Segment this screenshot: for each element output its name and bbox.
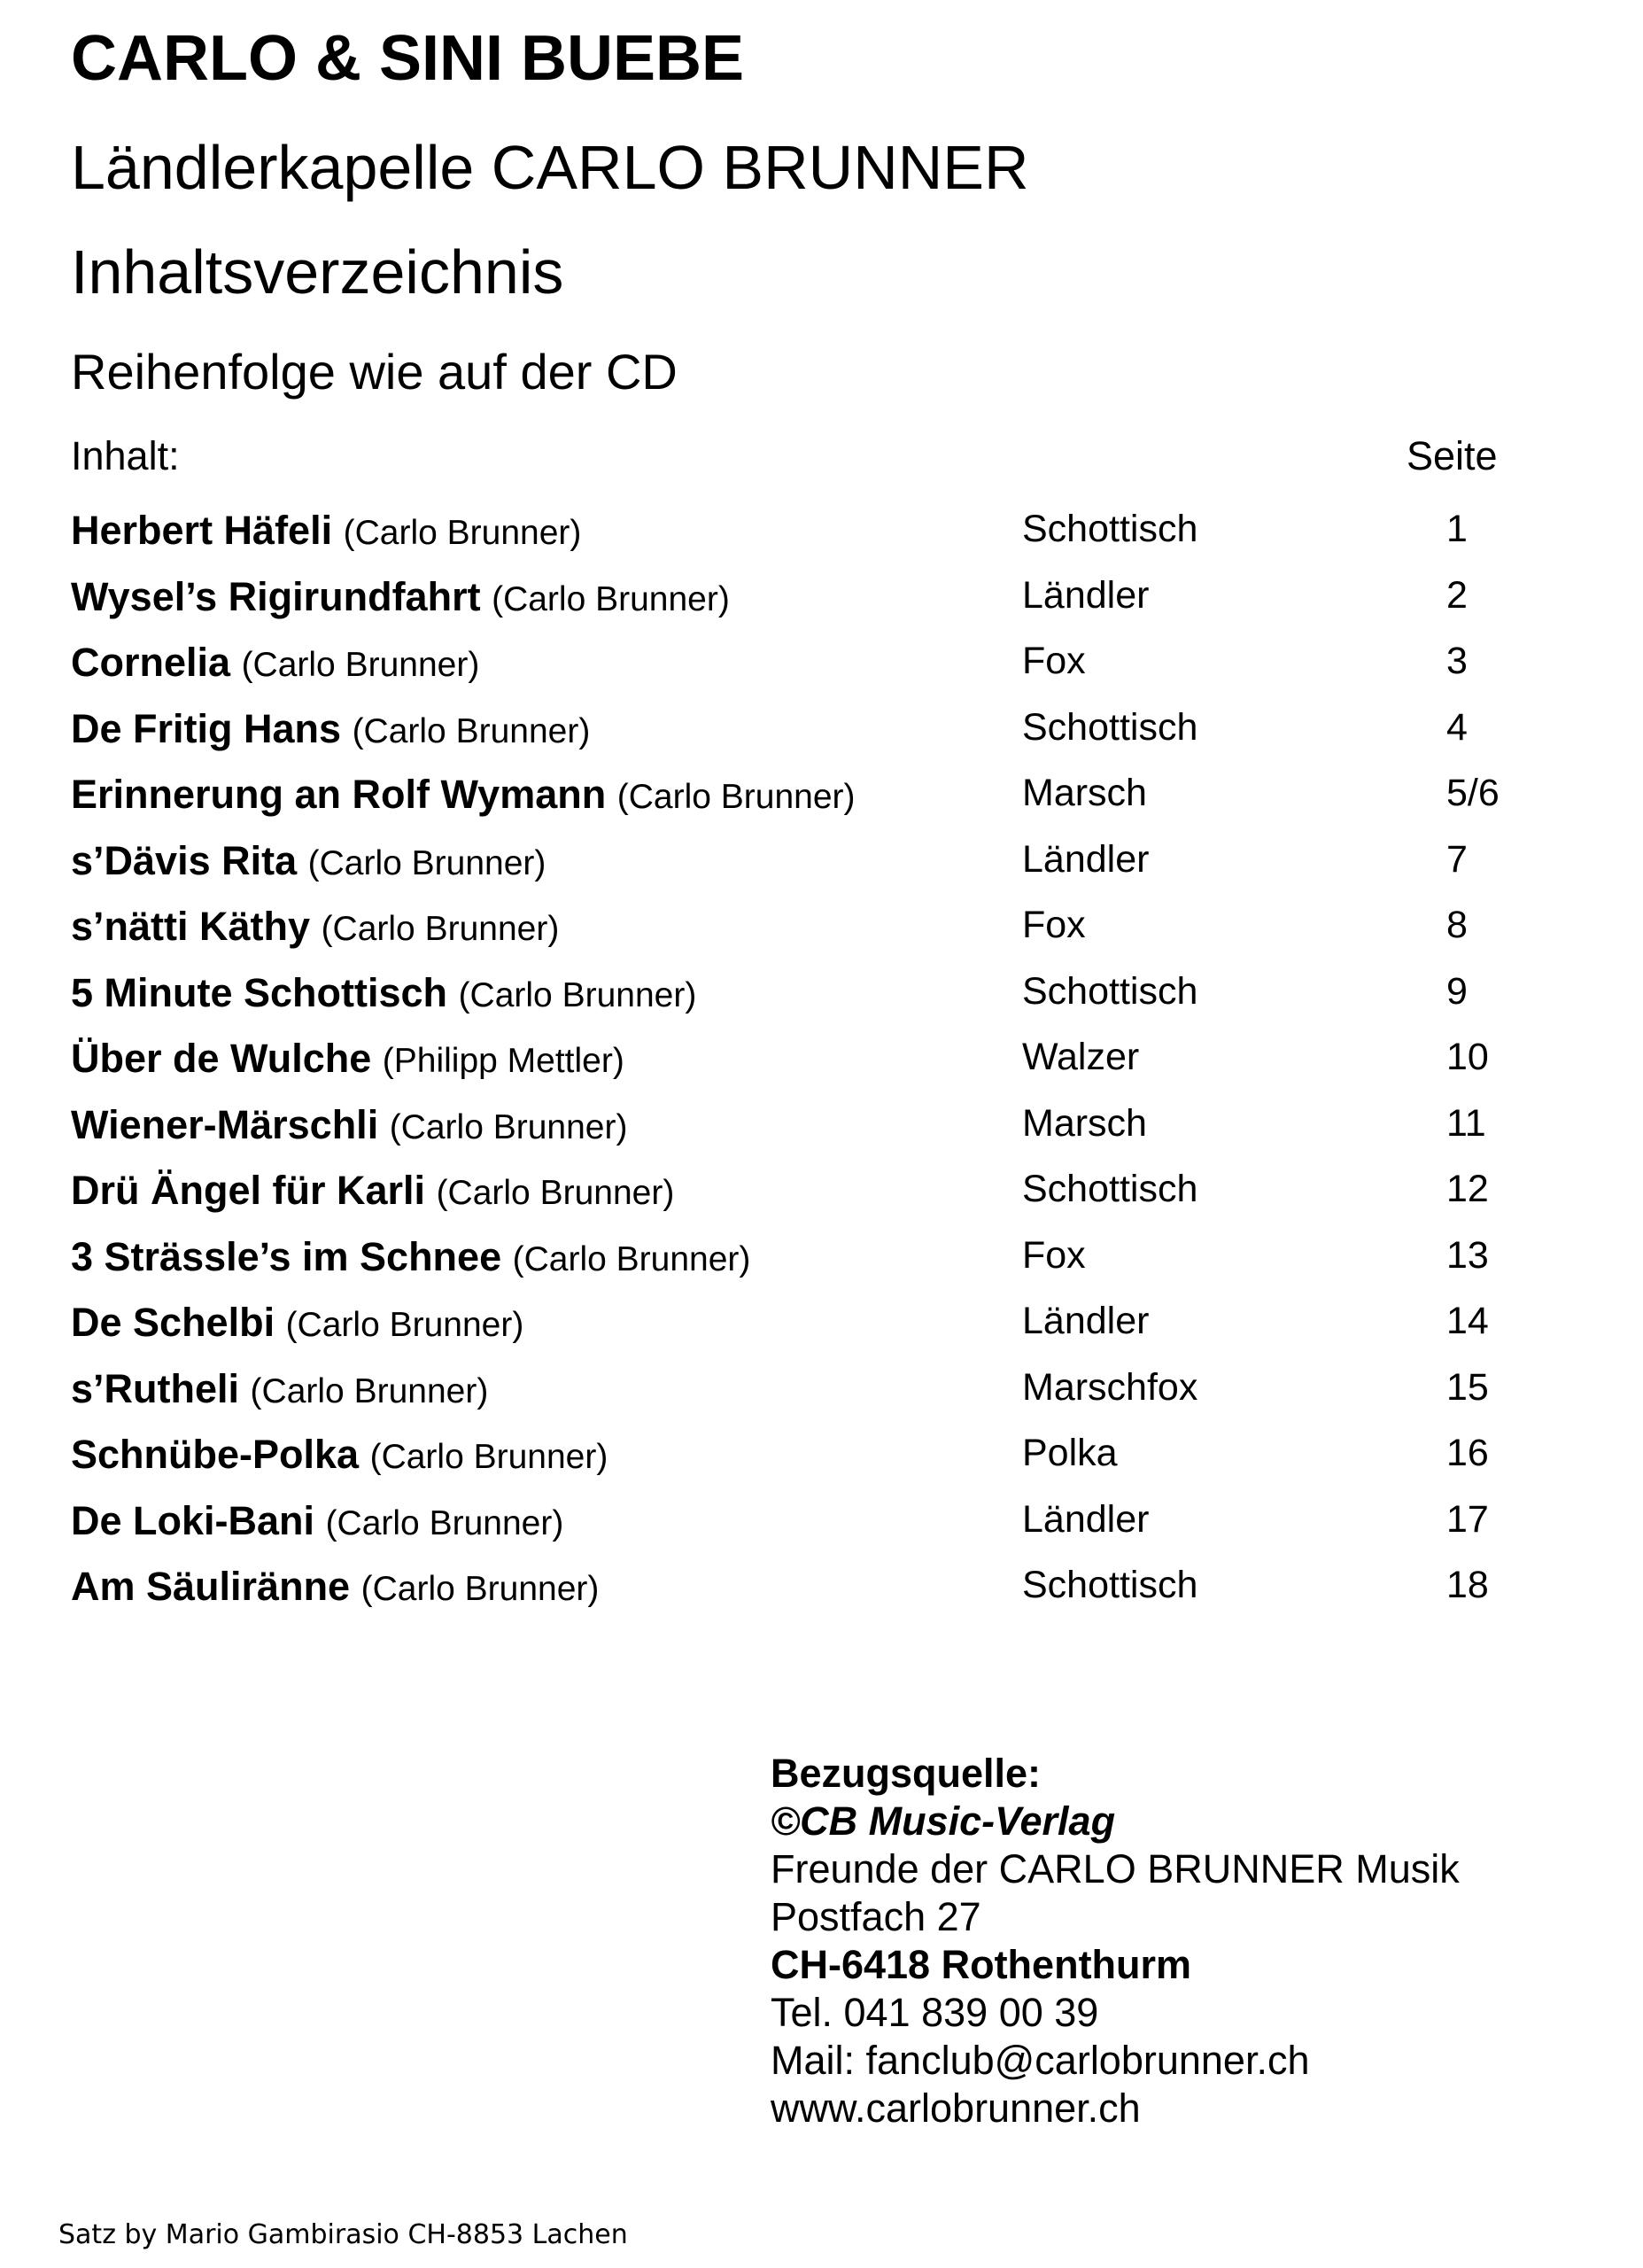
song-title <box>71 969 697 1015</box>
song-genre: Fox <box>1022 1233 1086 1277</box>
song-page: 14 <box>1446 1300 1489 1342</box>
organization-name: Freunde der CARLO BRUNNER Musik <box>771 1846 1460 1891</box>
toc-row <box>71 702 1594 768</box>
song-title-text: De Fritig Hans <box>71 705 342 751</box>
song-page: 8 <box>1446 904 1468 946</box>
song-title <box>71 1300 524 1345</box>
source-label: Bezugsquelle: <box>771 1751 1042 1796</box>
song-page: 13 <box>1446 1233 1489 1277</box>
song-title <box>71 705 591 751</box>
song-title-text: s’nätti Käthy <box>71 904 311 949</box>
order-note: Reihenfolge wie auf der CD <box>71 344 678 400</box>
song-page: 12 <box>1446 1168 1489 1210</box>
toc-row <box>71 899 1594 966</box>
song-title <box>71 1036 624 1081</box>
song-title-text: Schnübe-Polka <box>71 1432 360 1477</box>
postal-city: CH-6418 Rothenthurm <box>771 1942 1192 1987</box>
song-page: 4 <box>1446 705 1468 749</box>
song-genre: Schottisch <box>1022 969 1198 1013</box>
song-composer: (Carlo Brunner) <box>389 1107 628 1146</box>
song-title-text: 5 Minute Schottisch <box>71 969 448 1015</box>
song-page: 11 <box>1446 1101 1486 1145</box>
song-composer: (Carlo Brunner) <box>241 646 480 684</box>
toc-row <box>71 834 1594 900</box>
song-title-text: 3 Strässle’s im Schnee <box>71 1233 502 1279</box>
song-composer: (Carlo Brunner) <box>321 910 560 948</box>
song-title-text: De Schelbi <box>71 1300 275 1345</box>
song-composer: (Carlo Brunner) <box>307 843 546 882</box>
song-title-text: Wysel’s Rigirundfahrt <box>71 573 481 619</box>
song-page: 1 <box>1446 508 1468 550</box>
source-address-block <box>771 1750 1460 2132</box>
song-composer: (Carlo Brunner) <box>360 1570 600 1608</box>
song-composer: (Carlo Brunner) <box>369 1438 608 1476</box>
toc-row <box>71 1098 1594 1164</box>
song-title <box>71 772 856 817</box>
song-composer: (Carlo Brunner) <box>436 1174 675 1212</box>
song-title-text: Wiener-Märschli <box>71 1101 379 1147</box>
song-title <box>71 508 582 553</box>
song-genre: Schottisch <box>1022 1168 1198 1210</box>
toc-row <box>71 635 1594 702</box>
song-genre: Schottisch <box>1022 508 1198 550</box>
song-title <box>71 1101 628 1147</box>
song-title <box>71 573 730 619</box>
toc-row <box>71 1163 1594 1230</box>
song-title <box>71 1365 489 1411</box>
song-composer: (Carlo Brunner) <box>512 1239 751 1278</box>
song-composer: (Philipp Mettler) <box>382 1042 624 1080</box>
song-genre: Ländler <box>1022 1497 1150 1541</box>
song-genre: Walzer <box>1022 1036 1140 1078</box>
song-page: 18 <box>1446 1564 1489 1606</box>
song-title-text: De Loki-Bani <box>71 1497 315 1543</box>
song-page: 5/6 <box>1446 772 1500 814</box>
column-header-contents: Inhalt: <box>71 433 180 478</box>
toc-row <box>71 1362 1594 1428</box>
song-genre: Fox <box>1022 904 1086 946</box>
song-title <box>71 1168 675 1213</box>
toc-row <box>71 503 1594 570</box>
song-page: 16 <box>1446 1432 1489 1474</box>
song-composer: (Carlo Brunner) <box>458 975 697 1014</box>
toc-row <box>71 570 1594 636</box>
po-box: Postfach 27 <box>771 1894 981 1939</box>
song-page: 10 <box>1446 1036 1489 1078</box>
song-title-text: Über de Wulche <box>71 1036 372 1081</box>
song-title-text: Cornelia <box>71 640 231 685</box>
song-page: 3 <box>1446 640 1468 682</box>
song-genre: Ländler <box>1022 837 1150 881</box>
toc-row <box>71 767 1594 834</box>
song-page: 2 <box>1446 573 1468 617</box>
toc-row <box>71 1031 1594 1098</box>
song-title-text: Herbert Häfeli <box>71 508 333 553</box>
song-title <box>71 640 480 685</box>
mail-address: Mail: fanclub@carlobrunner.ch <box>771 2038 1310 2083</box>
song-title <box>71 904 560 949</box>
song-genre: Ländler <box>1022 573 1150 617</box>
song-genre: Marschfox <box>1022 1365 1198 1409</box>
toc-heading: Inhaltsverzeichnis <box>71 237 564 307</box>
toc-row <box>71 1559 1594 1626</box>
column-header-page: Seite <box>1407 433 1498 478</box>
song-composer: (Carlo Brunner) <box>325 1503 564 1542</box>
song-genre: Marsch <box>1022 772 1147 814</box>
table-of-contents <box>71 503 1594 1626</box>
band-name: Ländlerkapelle CARLO BRUNNER <box>71 133 1029 202</box>
song-title <box>71 1564 600 1609</box>
song-genre: Schottisch <box>1022 1564 1198 1606</box>
toc-row <box>71 1230 1594 1296</box>
website: www.carlobrunner.ch <box>771 2085 1141 2131</box>
song-page: 15 <box>1446 1365 1489 1409</box>
song-title-text: Drü Ängel für Karli <box>71 1168 426 1213</box>
song-page: 17 <box>1446 1497 1489 1541</box>
song-title <box>71 837 546 883</box>
phone-number: Tel. 041 839 00 39 <box>771 1990 1099 2035</box>
song-title <box>71 1233 751 1279</box>
song-composer: (Carlo Brunner) <box>343 514 582 552</box>
typesetting-credit: Satz by Mario Gambirasio CH-8853 Lachen <box>58 2219 628 2250</box>
song-genre: Polka <box>1022 1432 1118 1474</box>
song-page: 9 <box>1446 969 1468 1013</box>
song-title-text: s’Rutheli <box>71 1365 240 1411</box>
song-genre: Marsch <box>1022 1101 1147 1145</box>
song-page: 7 <box>1446 837 1468 881</box>
song-composer: (Carlo Brunner) <box>616 778 856 816</box>
song-genre: Ländler <box>1022 1300 1150 1342</box>
song-composer: (Carlo Brunner) <box>250 1371 489 1410</box>
song-genre: Fox <box>1022 640 1086 682</box>
document-title: CARLO & SINI BUEBE <box>71 23 745 94</box>
song-title <box>71 1497 564 1543</box>
toc-row <box>71 1494 1594 1560</box>
song-title-text: s’Dävis Rita <box>71 837 298 883</box>
toc-row <box>71 1427 1594 1494</box>
song-title <box>71 1432 608 1477</box>
song-title-text: Am Säuliränne <box>71 1564 351 1609</box>
song-composer: (Carlo Brunner) <box>285 1306 524 1344</box>
publisher-name: ©CB Music-Verlag <box>771 1798 1116 1844</box>
song-composer: (Carlo Brunner) <box>352 711 591 750</box>
song-title-text: Erinnerung an Rolf Wymann <box>71 772 607 817</box>
toc-row <box>71 1295 1594 1362</box>
song-genre: Schottisch <box>1022 705 1198 749</box>
toc-row <box>71 966 1594 1032</box>
song-composer: (Carlo Brunner) <box>492 579 730 618</box>
